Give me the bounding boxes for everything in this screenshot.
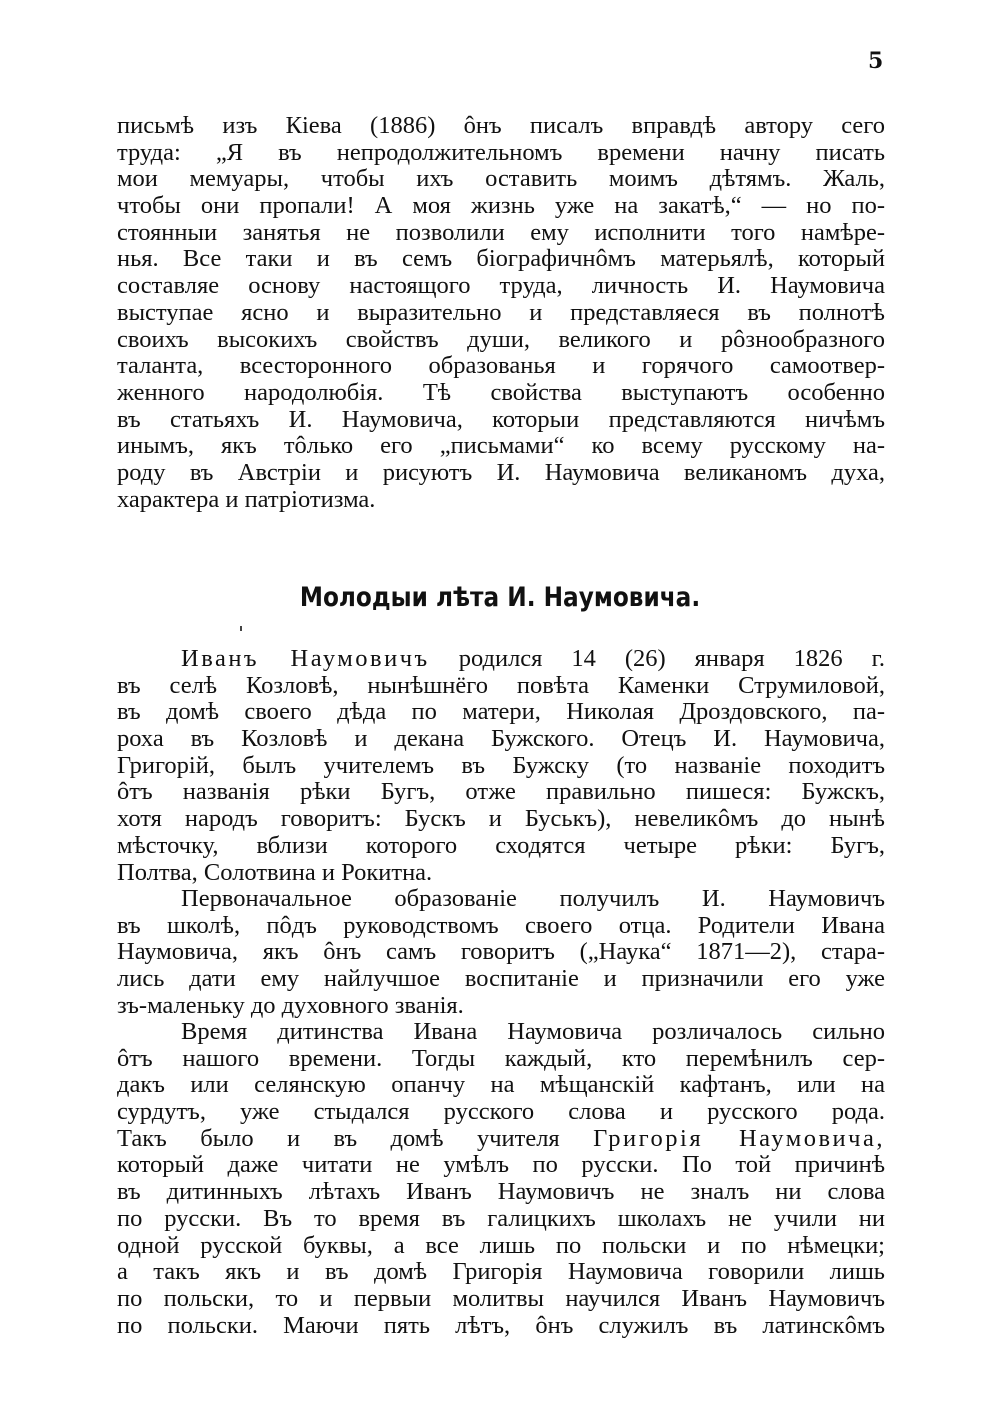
text-line — [117, 1126, 885, 1153]
text-line: роха въ Козловѣ и декана Бужского. Отецъ И. Наумовича, — [117, 726, 885, 753]
text-line: Григорій, былъ учителемъ въ Бужску (то названіе походитъ — [117, 752, 885, 779]
text-line: въ домѣ своего дѣда по матери, Николая Дроздовского, па- — [117, 699, 885, 726]
text-line: ôтъ нашого времени. Тогды каждый, кто перемѣнилъ сер- — [117, 1045, 885, 1072]
paragraph-2 — [117, 886, 885, 1019]
top-paragraph — [117, 113, 885, 513]
text-line: Время дитинства Ивана Наумовича розличалось сильно — [181, 1019, 885, 1045]
text-line — [117, 646, 885, 673]
text-line: таланта, всесторонного образованья и горячого самоотвер- — [117, 353, 885, 380]
text-line: по польски. Маючи пять лѣтъ, ôнъ служилъ въ латинскôмъ — [117, 1312, 885, 1339]
text-line: мѣсточку, вблизи которого сходятся четыре рѣки: Бугъ, — [117, 832, 885, 859]
text-line: дакъ или селянскую опанчу на мѣщанскій кафтанъ, или на — [117, 1072, 885, 1099]
text-line: ôтъ названія рѣки Бугъ, отже правильно пишеся: Бужскъ, — [117, 779, 885, 806]
text-line: въ селѣ Козловѣ, нынѣшнёго повѣта Каменки Струмиловой, — [117, 672, 885, 699]
text-line: одной русской буквы, а все лишь по польски и по нѣмецки; — [117, 1232, 885, 1259]
text-line: письмѣ изъ Кіева (1886) ôнъ писалъ вправдѣ автору сего — [117, 113, 885, 139]
text-line: въ дитинныхъ лѣтахъ Иванъ Наумовичъ не зналъ ни слова — [117, 1179, 885, 1206]
text-line: характера и патріотизма. — [117, 486, 376, 513]
text-line: составляе основу настоящого труда, личность И. Наумовича — [117, 273, 885, 300]
text-line: выступае ясно и выразительно и представляеся въ полнотѣ — [117, 299, 885, 326]
text-line: женного народолюбія. Тѣ свойства выступаютъ особенно — [117, 379, 885, 406]
text-line: зъ-маленьку до духовного званія. — [117, 992, 464, 1019]
paragraph-1 — [117, 646, 885, 886]
text-line: а такъ якъ и въ домѣ Григорія Наумовича говорили лишь — [117, 1259, 885, 1286]
text-line: чтобы они пропали! А моя жизнь уже на закатѣ,“ — но по- — [117, 193, 885, 220]
text-line: по польски, то и первыи молитвы научился Иванъ Наумовичъ — [117, 1285, 885, 1312]
text-line: сурдутъ, уже стыдался русского слова и русского рода. — [117, 1099, 885, 1126]
person-name: Иванъ Наумовичъ — [181, 646, 430, 672]
person-name: Григорія Наумовича, — [593, 1125, 885, 1152]
text-line: въ статьяхъ И. Наумовича, которыи представляются ничѣмъ — [117, 406, 885, 433]
page-number: 5 — [868, 48, 884, 74]
text-line: инымъ, якъ тôлько его „письмами“ ко всему русскому на- — [117, 433, 885, 460]
text-line: Наумовича, якъ ôнъ самъ говоритъ („Наука“ 1871—2), стара- — [117, 939, 885, 966]
text-line: нья. Все таки и въ семъ біографичнôмъ матерьялѣ, который — [117, 246, 885, 273]
print-speck — [240, 626, 242, 631]
paragraph-3 — [117, 1019, 885, 1339]
text-line: стоянныи занятья не позволили ему исполнити того намѣре- — [117, 219, 885, 246]
text-line: хотя народъ говоритъ: Бускъ и Буськъ), невеликôмъ до нынѣ — [117, 806, 885, 833]
text-line: своихъ высокихъ свойствъ души, великого и рôзнообразного — [117, 326, 885, 353]
text-line: Первоначальное образованіе получилъ И. Наумовичъ — [181, 886, 885, 912]
text-line: роду въ Австріи и рисуютъ И. Наумовича великаномъ духа, — [117, 459, 885, 486]
text-segment: Такъ было и въ домѣ учителя — [117, 1125, 560, 1152]
text-line: по русски. Въ то время въ галицкихъ школахъ не учили ни — [117, 1205, 885, 1232]
text-line: лись дати ему найлучшое воспитаніе и призначили его уже — [117, 966, 885, 993]
text-line: который даже читати не умѣлъ по русски. По той причинѣ — [117, 1152, 885, 1179]
text-line: въ школѣ, пôдъ руководствомъ своего отца. Родители Ивана — [117, 912, 885, 939]
text-segment: родился 14 (26) января 1826 г. — [458, 646, 885, 672]
text-line: Полтва, Солотвина и Рокитна. — [117, 859, 433, 886]
section-heading: Молодыи лѣта И. Наумовича. — [299, 582, 701, 613]
text-line: мои мемуары, чтобы ихъ оставить моимъ дѣтямъ. Жаль, — [117, 166, 885, 193]
text-line: труда: „Я въ непродолжительномъ времени начну писать — [117, 139, 885, 166]
